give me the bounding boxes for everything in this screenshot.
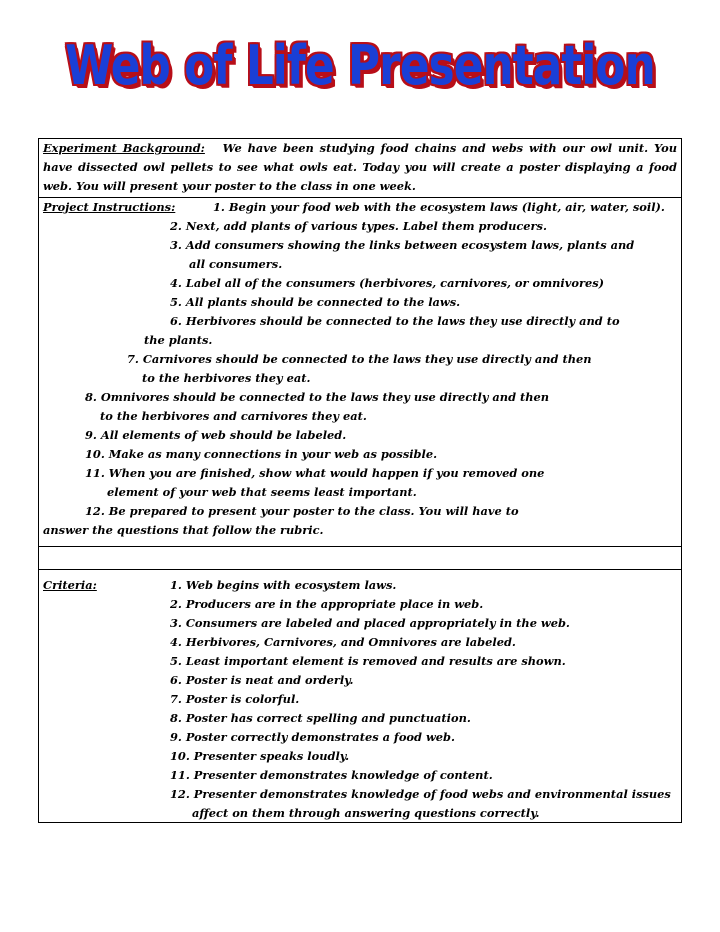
experiment-background-paragraph <box>43 139 677 197</box>
instruction-line: 3. Add consumers showing the links between ecosystem laws, plants and <box>170 238 635 252</box>
instruction-line: 12. Be prepared to present your poster to the class. You will have to <box>85 504 519 518</box>
instruction-line: the plants. <box>144 333 213 347</box>
instruction-line: 8. Omnivores should be connected to the laws they use directly and then <box>85 390 550 404</box>
instruction-line: 6. Herbivores should be connected to the laws they use directly and to <box>170 314 620 328</box>
instruction-line: 5. All plants should be connected to the laws. <box>170 295 461 309</box>
spacer-row <box>39 547 681 570</box>
instruction-line: all consumers. <box>189 257 283 271</box>
instruction-line: 7. Carnivores should be connected to the laws they use directly and then <box>127 352 592 366</box>
presentation-document <box>38 138 682 823</box>
criteria-item: 4. Herbivores, Carnivores, and Omnivores are labeled. <box>170 635 516 649</box>
criteria-item: 2. Producers are in the appropriate place in web. <box>170 597 484 611</box>
project-instructions-section <box>39 198 681 547</box>
page-title: Web of Life Presentation <box>65 34 655 97</box>
experiment-background-text: We have been studying food chains and webs with our owl unit. You have dissected owl pellets to see what owls eat. Today you will create a poster displaying a food web. You will present your poster to the class in one week. <box>43 141 677 194</box>
project-instructions-label: Project Instructions: <box>43 200 176 214</box>
instruction-line: 4. Label all of the consumers (herbivores, carnivores, or omnivores) <box>170 276 605 290</box>
instruction-line: to the herbivores and carnivores they eat. <box>100 409 367 423</box>
instruction-line: 11. When you are finished, show what would happen if you removed one <box>85 466 545 480</box>
criteria-item: 12. Presenter demonstrates knowledge of food webs and environmental issues <box>170 787 671 801</box>
criteria-item: 1. Web begins with ecosystem laws. <box>170 578 397 592</box>
criteria-label: Criteria: <box>43 578 97 592</box>
criteria-item: 9. Poster correctly demonstrates a food web. <box>170 730 455 744</box>
criteria-item: 10. Presenter speaks loudly. <box>170 749 350 763</box>
instruction-line: answer the questions that follow the rubric. <box>43 523 324 537</box>
criteria-item: 8. Poster has correct spelling and punctuation. <box>170 711 471 725</box>
criteria-section <box>39 570 681 822</box>
criteria-item: 7. Poster is colorful. <box>170 692 300 706</box>
instruction-line: 1. Begin your food web with the ecosystem laws (light, air, water, soil). <box>213 200 665 214</box>
criteria-item: 5. Least important element is removed and results are shown. <box>170 654 566 668</box>
experiment-background-label: Experiment Background: <box>43 141 205 155</box>
instruction-line: to the herbivores they eat. <box>142 371 311 385</box>
experiment-background-section <box>39 139 681 198</box>
instruction-line: 10. Make as many connections in your web as possible. <box>85 447 438 461</box>
criteria-item: 11. Presenter demonstrates knowledge of content. <box>170 768 493 782</box>
instruction-line: element of your web that seems least important. <box>107 485 417 499</box>
criteria-item: 6. Poster is neat and orderly. <box>170 673 354 687</box>
criteria-item: 3. Consumers are labeled and placed appropriately in the web. <box>170 616 570 630</box>
instruction-line: 9. All elements of web should be labeled. <box>85 428 347 442</box>
criteria-item: affect on them through answering questions correctly. <box>192 806 540 820</box>
instruction-line: 2. Next, add plants of various types. Label them producers. <box>170 219 547 233</box>
